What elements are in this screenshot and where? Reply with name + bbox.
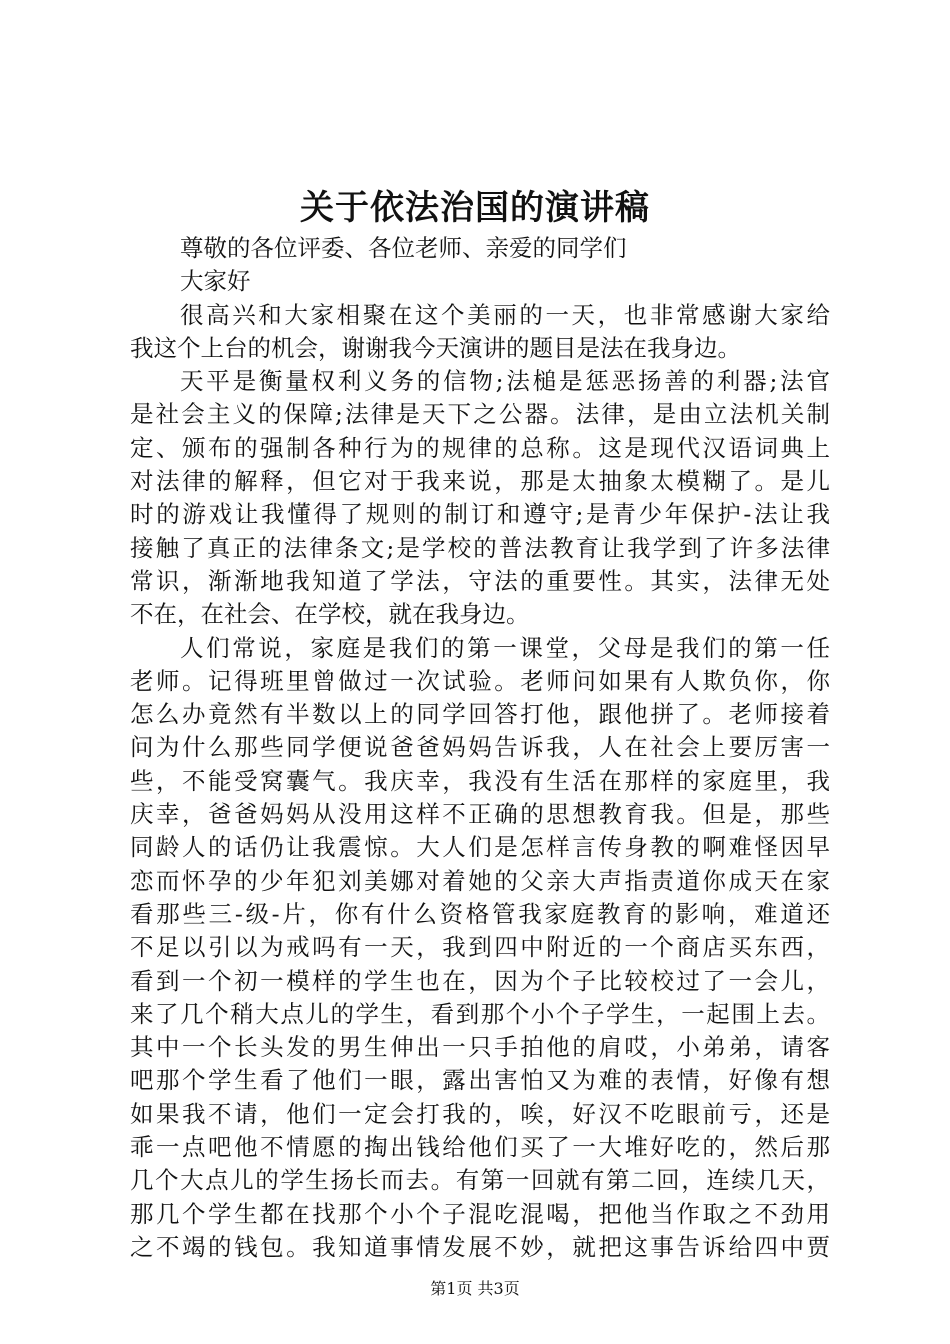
text-line: 很高兴和大家相聚在这个美丽的一天，也非常感谢大家给 <box>180 300 830 329</box>
text-line: 同龄人的话仍让我震惊。大人们是怎样言传身教的啊难怪因早 <box>130 833 830 862</box>
text-line: 人们常说，家庭是我们的第一课堂，父母是我们的第一任 <box>180 633 830 662</box>
text-line: 乖一点吧他不情愿的掏出钱给他们买了一大堆好吃的，然后那 <box>130 1133 830 1162</box>
text-line: 几个大点儿的学生扬长而去。有第一回就有第二回，连续几天， <box>130 1166 830 1195</box>
text-line: 些，不能受窝囊气。我庆幸，我没有生活在那样的家庭里，我 <box>130 766 830 795</box>
text-line: 吧那个学生看了他们一眼，露出害怕又为难的表情，好像有想 <box>130 1066 830 1095</box>
document-body <box>130 232 830 1264</box>
text-line: 不在，在社会、在学校，就在我身边。 <box>130 600 530 629</box>
page-number-footer: 第1页 共3页 <box>430 1279 520 1298</box>
text-line: 那几个学生都在找那个小个子混吃混喝，把他当作取之不劲用 <box>130 1199 830 1228</box>
text-line: 问为什么那些同学便说爸爸妈妈告诉我，人在社会上要厉害一 <box>130 733 830 762</box>
document-title: 关于依法治国的演讲稿 <box>300 188 650 228</box>
text-line: 常识，渐渐地我知道了学法，守法的重要性。其实，法律无处 <box>130 566 830 595</box>
text-line: 看那些三-级-片，你有什么资格管我家庭教育的影响，难道还 <box>130 899 830 928</box>
text-line: 不足以引以为戒吗有一天，我到四中附近的一个商店买东西， <box>130 933 830 962</box>
text-line: 我这个上台的机会，谢谢我今天演讲的题目是法在我身边。 <box>130 333 741 362</box>
text-line: 时的游戏让我懂得了规则的制订和遵守;是青少年保护-法让我 <box>130 500 830 529</box>
text-line: 怎么办竟然有半数以上的同学回答打他，跟他拼了。老师接着 <box>130 700 830 729</box>
text-line: 对法律的解释，但它对于我来说，那是太抽象太模糊了。是儿 <box>130 467 830 496</box>
text-line: 之不竭的钱包。我知道事情发展不妙，就把这事告诉给四中贾 <box>130 1232 830 1261</box>
text-line: 天平是衡量权利义务的信物;法槌是惩恶扬善的利器;法官 <box>180 367 830 396</box>
text-line: 接触了真正的法律条文;是学校的普法教育让我学到了许多法律 <box>130 533 830 562</box>
text-line: 定、颁布的强制各种行为的规律的总称。这是现代汉语词典上 <box>130 433 830 462</box>
salutation-line: 尊敬的各位评委、各位老师、亲爱的同学们 <box>180 234 627 262</box>
text-line: 如果我不请，他们一定会打我的，唉，好汉不吃眼前亏，还是 <box>130 1099 830 1128</box>
text-line: 其中一个长头发的男生伸出一只手拍他的肩哎，小弟弟，请客 <box>130 1033 830 1062</box>
text-line: 老师。记得班里曾做过一次试验。老师问如果有人欺负你，你 <box>130 666 830 695</box>
text-line: 看到一个初一模样的学生也在，因为个子比较校过了一会儿， <box>130 966 830 995</box>
text-line: 庆幸，爸爸妈妈从没用这样不正确的思想教育我。但是，那些 <box>130 800 830 829</box>
text-line: 是社会主义的保障;法律是天下之公器。法律，是由立法机关制 <box>130 400 830 429</box>
text-line: 恋而怀孕的少年犯刘美娜对着她的父亲大声指责道你成天在家 <box>130 866 830 895</box>
greeting-line: 大家好 <box>180 267 251 296</box>
text-line: 来了几个稍大点儿的学生，看到那个小个子学生，一起围上去。 <box>130 999 830 1028</box>
